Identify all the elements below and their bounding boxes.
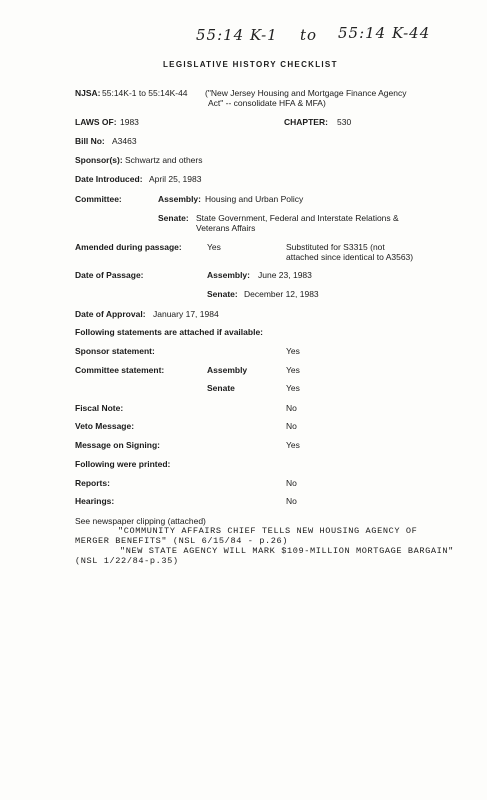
laws-of-value: 1983: [120, 117, 139, 127]
committee-statement-senate-value: Yes: [286, 383, 300, 393]
clipping-line3: "NEW STATE AGENCY WILL MARK $109-MILLION MORTGAGE BARGAIN": [120, 546, 454, 556]
clipping-line4: (NSL 1/22/84-p.35): [75, 556, 179, 566]
hearings-label: Hearings:: [75, 496, 115, 506]
chapter-value: 530: [337, 117, 352, 127]
attached-heading: Following statements are attached if available:: [75, 327, 263, 337]
clipping-intro: See newspaper clipping (attached): [75, 516, 206, 526]
passage-assembly-label: Assembly:: [207, 270, 250, 280]
veto-message-label: Veto Message:: [75, 421, 135, 431]
page-title: LEGISLATIVE HISTORY CHECKLIST: [163, 60, 338, 69]
bill-no-value: A3463: [112, 136, 137, 146]
fiscal-note-value: No: [286, 403, 297, 413]
committee-statement-assembly-label: Assembly: [207, 365, 248, 375]
approval-label: Date of Approval:: [75, 309, 146, 319]
committee-senate-value-line1: State Government, Federal and Interstate Relations &: [196, 213, 399, 223]
committee-assembly-label: Assembly:: [158, 194, 201, 204]
committee-assembly-value: Housing and Urban Policy: [205, 194, 304, 204]
signing-message-value: Yes: [286, 440, 300, 450]
amended-value: Yes: [207, 242, 221, 252]
date-introduced-value: April 25, 1983: [149, 174, 202, 184]
veto-message-value: No: [286, 421, 297, 431]
amended-note-line1: Substituted for S3315 (not: [286, 242, 385, 252]
fiscal-note-label: Fiscal Note:: [75, 403, 124, 413]
reports-value: No: [286, 478, 297, 488]
chapter-label: CHAPTER:: [284, 117, 328, 127]
reports-label: Reports:: [75, 478, 110, 488]
sponsor-value: Schwartz and others: [125, 155, 203, 165]
committee-senate-label: Senate:: [158, 213, 189, 223]
clipping-line2: MERGER BENEFITS" (NSL 6/15/84 - p.26): [75, 536, 289, 546]
passage-assembly-value: June 23, 1983: [258, 270, 312, 280]
njsa-range: 55:14K-1 to 55:14K-44: [102, 88, 188, 98]
printed-heading: Following were printed:: [75, 459, 171, 469]
passage-senate-label: Senate:: [207, 289, 238, 299]
njsa-desc-line1: ("New Jersey Housing and Mortgage Finance Agency: [205, 88, 407, 98]
date-introduced-label: Date Introduced:: [75, 174, 143, 184]
hearings-value: No: [286, 496, 297, 506]
sponsor-statement-label: Sponsor statement:: [75, 346, 155, 356]
committee-statement-label: Committee statement:: [75, 365, 165, 375]
njsa-label: NJSA:: [75, 88, 101, 98]
signing-message-label: Message on Signing:: [75, 440, 161, 450]
sponsor-statement-value: Yes: [286, 346, 300, 356]
approval-value: January 17, 1984: [153, 309, 219, 319]
laws-of-label: LAWS OF:: [75, 117, 117, 127]
amended-note-line2: attached since identical to A3563): [286, 252, 414, 262]
committee-senate-value-line2: Veterans Affairs: [196, 223, 256, 233]
bill-no-label: Bill No:: [75, 136, 105, 146]
committee-label: Committee:: [75, 194, 122, 204]
passage-label: Date of Passage:: [75, 270, 144, 280]
sponsor-label: Sponsor(s):: [75, 155, 123, 165]
amended-label: Amended during passage:: [75, 242, 182, 252]
passage-senate-value: December 12, 1983: [244, 289, 319, 299]
clipping-line1: "COMMUNITY AFFAIRS CHIEF TELLS NEW HOUSING AGENCY OF: [118, 526, 418, 536]
njsa-desc-line2: Act" -- consolidate HFA & MFA): [208, 98, 326, 108]
handwritten-ref-start: 55:14 K-1: [196, 26, 278, 44]
handwritten-to: to: [300, 26, 318, 44]
committee-statement-senate-label: Senate: [207, 383, 235, 393]
committee-statement-assembly-value: Yes: [286, 365, 300, 375]
handwritten-ref-end: 55:14 K-44: [338, 24, 431, 42]
